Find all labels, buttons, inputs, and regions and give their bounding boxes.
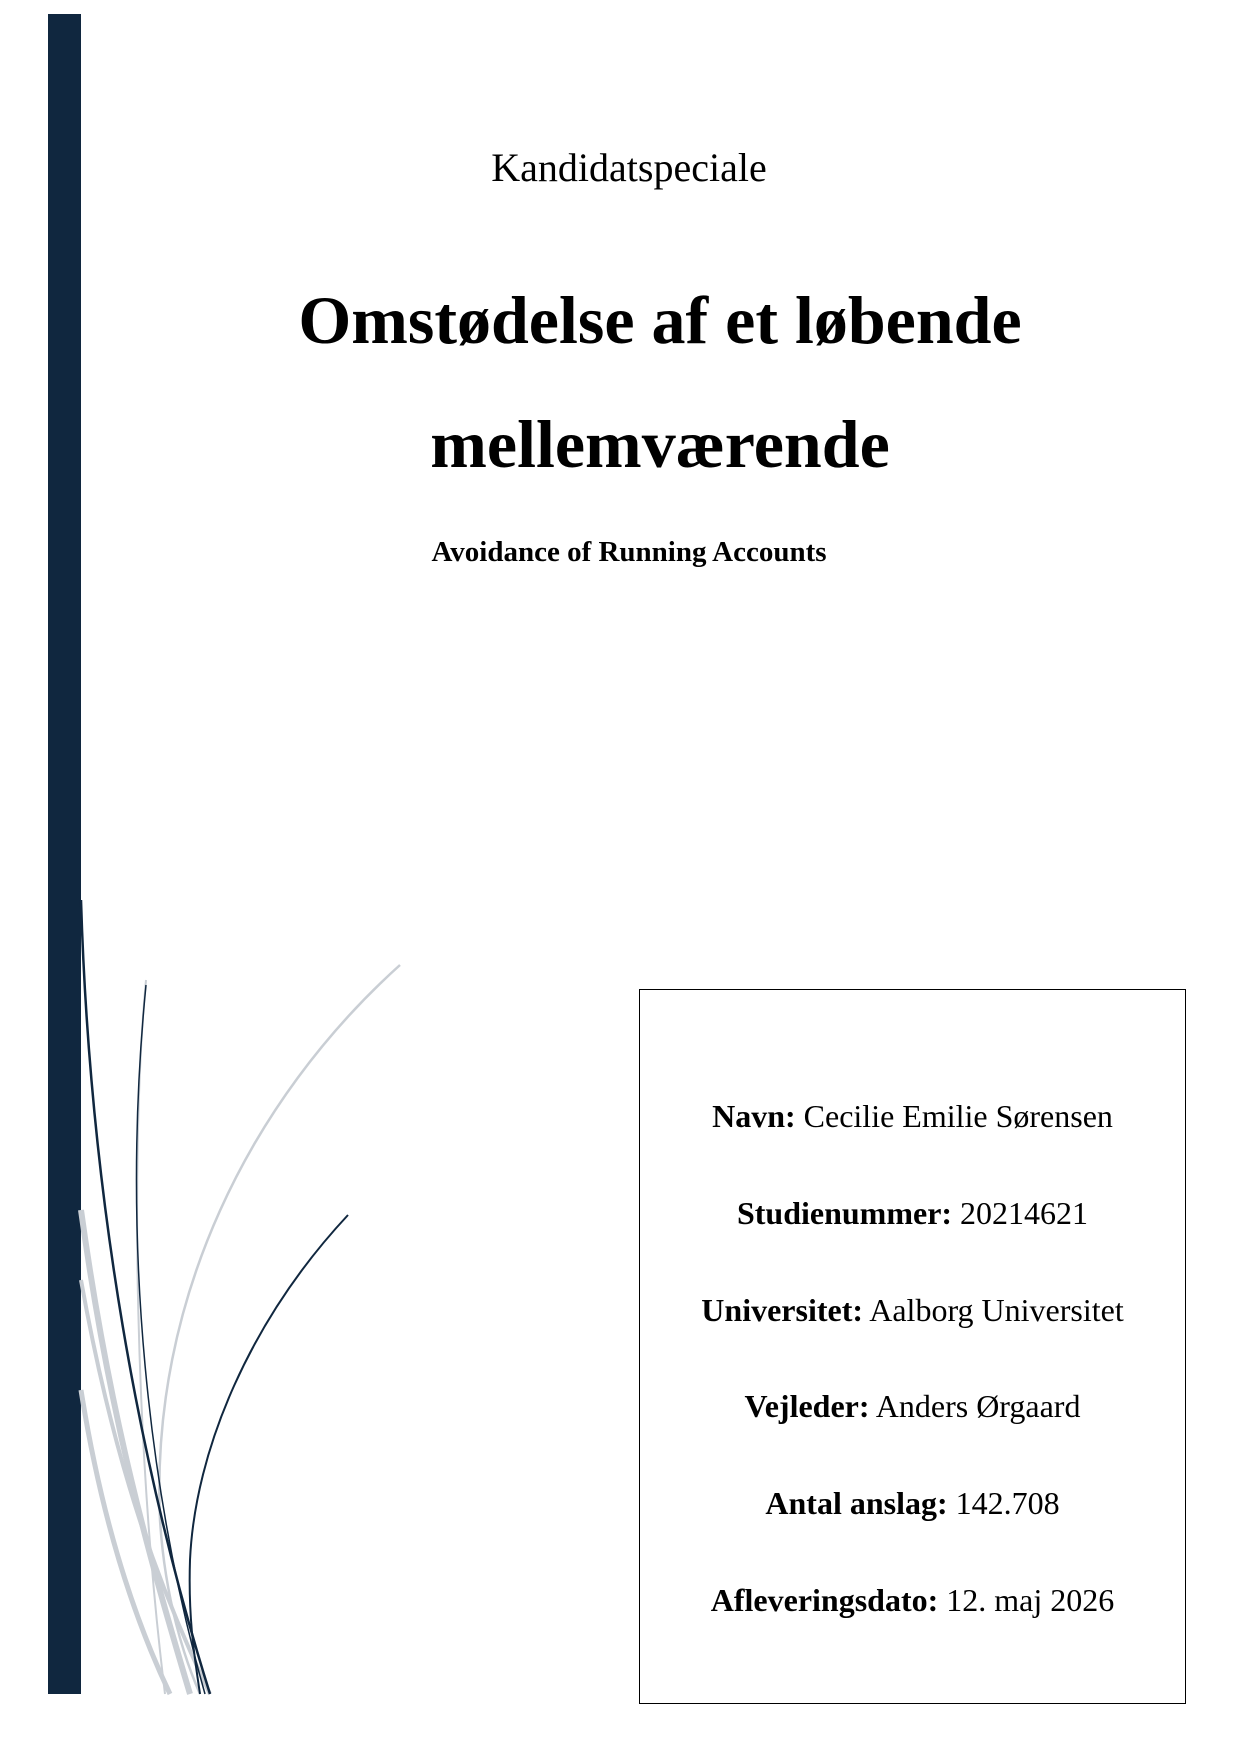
- info-row-supervisor: [640, 1388, 1185, 1425]
- swoosh-grey-curve-4: [159, 965, 400, 1694]
- supervisor-label: Vejleder:: [744, 1388, 870, 1424]
- info-row-name: [640, 1098, 1185, 1135]
- swoosh-navy-curve-3: [190, 1215, 348, 1694]
- university-value: Aalborg Universitet: [869, 1292, 1124, 1328]
- name-value: Cecilie Emilie Sørensen: [803, 1098, 1113, 1134]
- submission-date-label: Afleveringsdato:: [710, 1582, 939, 1618]
- info-row-student-number: [640, 1195, 1185, 1232]
- character-count-value: 142.708: [955, 1485, 1060, 1521]
- swoosh-grey-curve-2: [81, 1280, 210, 1694]
- submission-date-value: 12. maj 2026: [946, 1582, 1115, 1618]
- main-title: Omstødelse af et løbende mellemværende: [298, 282, 1022, 482]
- swoosh-grey-curve-3: [81, 1390, 170, 1694]
- info-row-submission-date: [640, 1582, 1185, 1619]
- swoosh-navy-curve-2: [137, 985, 205, 1694]
- english-subtitle: Avoidance of Running Accounts: [431, 536, 827, 568]
- university-label: Universitet:: [701, 1292, 863, 1328]
- character-count-label: Antal anslag:: [765, 1485, 948, 1521]
- swoosh-grey-curve-5: [137, 980, 165, 1694]
- student-number-value: 20214621: [960, 1195, 1089, 1231]
- student-info-box: [639, 989, 1186, 1704]
- info-row-character-count: [640, 1485, 1185, 1522]
- info-row-university: [640, 1292, 1185, 1329]
- supervisor-value: Anders Ørgaard: [875, 1388, 1081, 1424]
- swoosh-navy-curve-1: [81, 900, 210, 1694]
- name-label: Navn:: [712, 1098, 796, 1134]
- student-number-label: Studienummer:: [736, 1195, 953, 1231]
- document-type: Kandidatspeciale: [491, 145, 767, 190]
- left-accent-bar: [48, 14, 81, 1694]
- swoosh-grey-curve-1: [81, 1210, 190, 1694]
